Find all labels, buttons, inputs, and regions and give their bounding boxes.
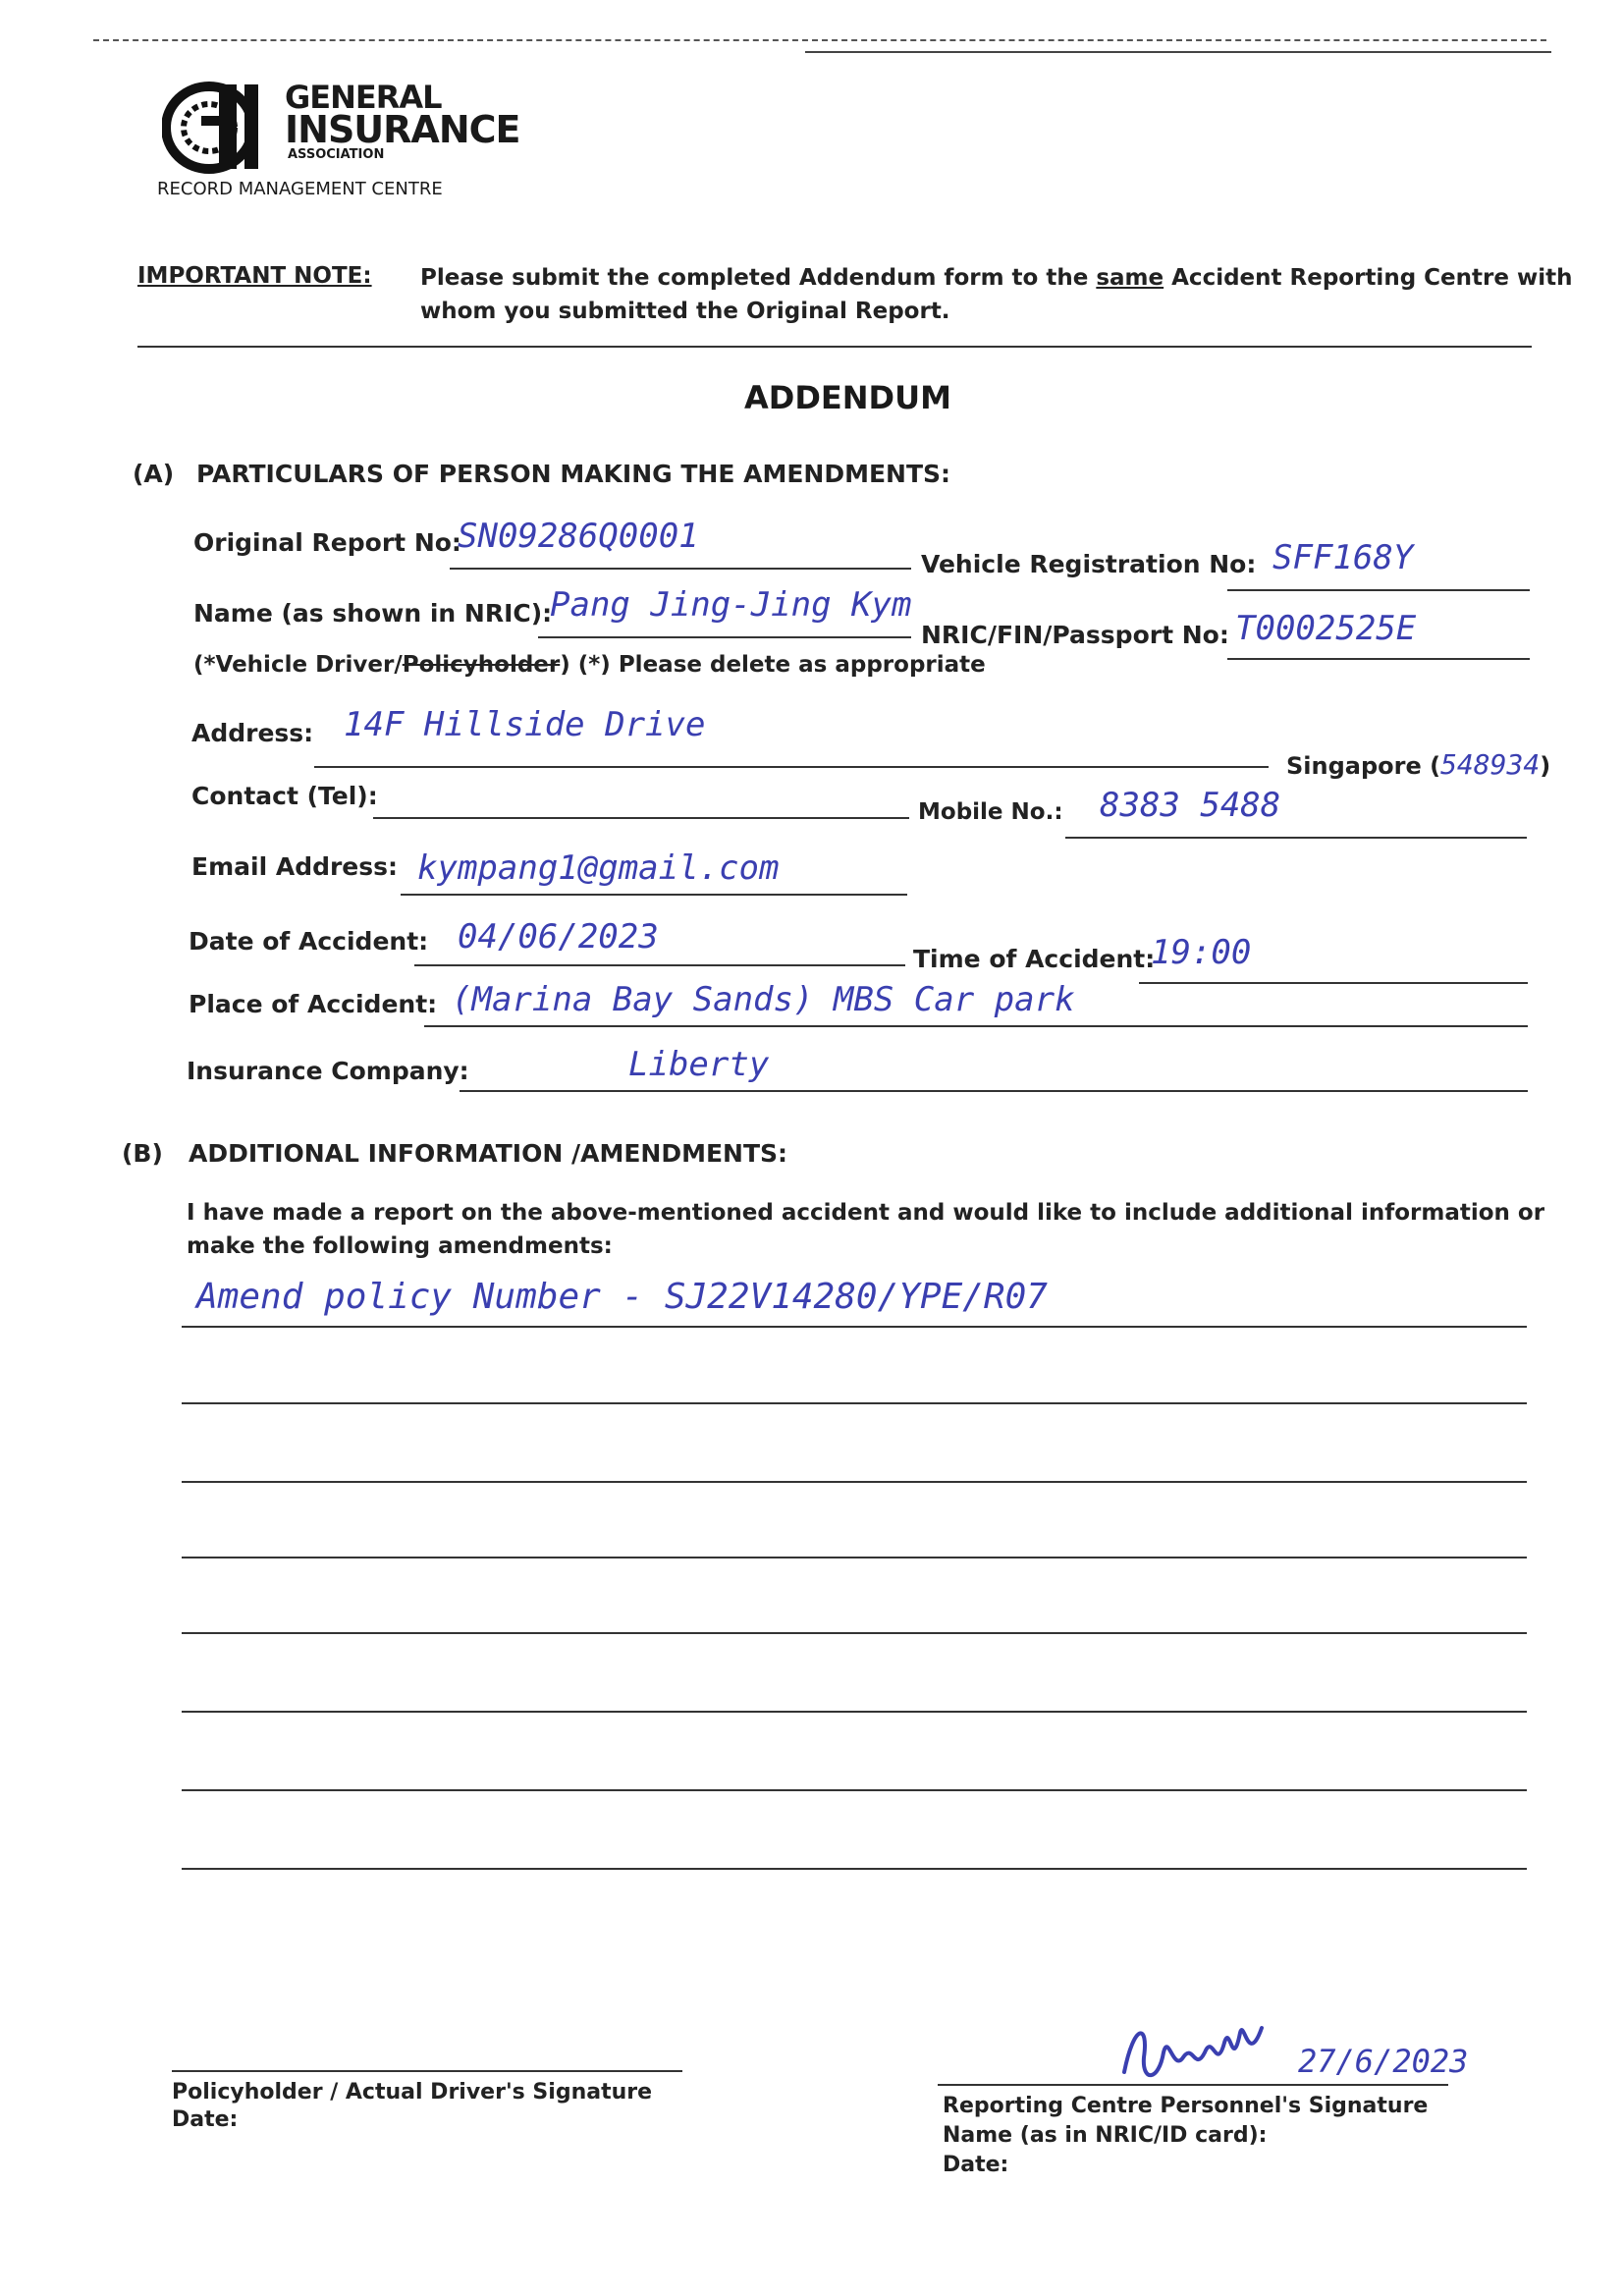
important-note-text	[420, 265, 1572, 291]
singapore-close: )	[1540, 752, 1551, 780]
signature-scribble	[1114, 2013, 1281, 2092]
mobile-value[interactable]: 8383 5488	[1100, 786, 1281, 825]
address-value[interactable]: 14F Hillside Drive	[344, 705, 706, 744]
role-line	[193, 652, 986, 678]
singapore-label: Singapore (	[1286, 752, 1441, 780]
section-a-heading: PARTICULARS OF PERSON MAKING THE AMENDMENTS:	[196, 460, 951, 488]
date-line	[414, 964, 905, 966]
amendment-line-6	[182, 1711, 1527, 1713]
section-b-intro-line1: I have made a report on the above-mentioned accident and would like to include additional information or	[187, 1200, 1545, 1226]
singapore-postal	[1286, 748, 1550, 781]
role-prefix: (*Vehicle Driver/	[193, 652, 403, 678]
right-date-label: Date:	[943, 2153, 1009, 2177]
email-line	[401, 894, 907, 896]
insurer-line	[460, 1090, 1528, 1092]
contact-label: Contact (Tel):	[191, 782, 378, 810]
amendment-line-7	[182, 1789, 1527, 1791]
mobile-line	[1065, 837, 1527, 839]
name-line	[538, 636, 911, 638]
right-signature-label: Reporting Centre Personnel's Signature	[943, 2094, 1429, 2118]
amendment-line-5	[182, 1632, 1527, 1634]
amendment-line-1	[182, 1326, 1527, 1328]
name-value[interactable]: Pang Jing-Jing Kym	[550, 585, 912, 625]
amendment-line-8	[182, 1868, 1527, 1870]
org-name-line1: GENERAL	[285, 79, 442, 116]
right-signature-line	[938, 2084, 1448, 2086]
section-b-marker: (B)	[122, 1139, 163, 1168]
amendment-line-3	[182, 1481, 1527, 1483]
vehicle-reg-value[interactable]: SFF168Y	[1272, 538, 1414, 577]
note-text-pre: Please submit the completed Addendum form to the	[420, 265, 1097, 291]
time-value[interactable]: 19:00	[1151, 933, 1252, 972]
mobile-label: Mobile No.:	[918, 799, 1063, 825]
nric-line	[1227, 658, 1530, 660]
address-line	[314, 766, 1269, 768]
contact-line	[373, 817, 909, 819]
important-note-label: IMPORTANT NOTE:	[137, 263, 372, 289]
section-b-intro-line2: make the following amendments:	[187, 1233, 613, 1259]
amendment-text[interactable]: Amend policy Number - SJ22V14280/YPE/R07	[196, 1277, 1048, 1317]
insurer-label: Insurance Company:	[187, 1057, 469, 1085]
insurer-value[interactable]: Liberty	[628, 1045, 770, 1084]
vehicle-reg-label: Vehicle Registration No:	[921, 550, 1257, 578]
note-divider	[137, 346, 1532, 348]
gia-logo-icon	[162, 77, 278, 175]
date-value[interactable]: 04/06/2023	[458, 917, 659, 957]
role-struck: Policyholder	[402, 652, 561, 678]
left-signature-line	[172, 2070, 682, 2072]
org-name-line2: INSURANCE	[285, 108, 520, 151]
postal-code-value[interactable]: 548934	[1440, 748, 1541, 781]
note-text-same: same	[1096, 265, 1164, 291]
nric-value[interactable]: T0002525E	[1235, 609, 1417, 648]
role-suffix: ) (*) Please delete as appropriate	[560, 652, 986, 678]
name-label: Name (as shown in NRIC):	[193, 599, 553, 628]
scan-edge-line	[93, 39, 1546, 41]
original-report-value[interactable]: SN09286Q0001	[458, 517, 699, 556]
email-value[interactable]: kympang1@gmail.com	[417, 848, 780, 888]
place-value[interactable]: (Marina Bay Sands) MBS Car park	[452, 980, 1075, 1019]
email-label: Email Address:	[191, 852, 399, 881]
address-label: Address:	[191, 719, 314, 747]
vehicle-reg-line	[1227, 589, 1530, 591]
amendment-line-4	[182, 1557, 1527, 1558]
original-report-label: Original Report No:	[193, 528, 461, 557]
left-date-label: Date:	[172, 2107, 239, 2132]
section-a-marker: (A)	[133, 460, 175, 488]
scan-edge-line-2	[805, 51, 1551, 53]
section-b-heading: ADDITIONAL INFORMATION /AMENDMENTS:	[189, 1139, 788, 1168]
org-name-line3: ASSOCIATION	[288, 147, 385, 162]
org-subtitle: RECORD MANAGEMENT CENTRE	[157, 179, 443, 199]
place-label: Place of Accident:	[189, 990, 438, 1018]
nric-label: NRIC/FIN/Passport No:	[921, 621, 1229, 649]
left-signature-label: Policyholder / Actual Driver's Signature	[172, 2080, 653, 2105]
time-label: Time of Accident:	[913, 945, 1156, 973]
time-line	[1139, 982, 1528, 984]
form-title: ADDENDUM	[744, 379, 951, 416]
place-line	[424, 1025, 1528, 1027]
date-label: Date of Accident:	[189, 927, 429, 956]
amendment-line-2	[182, 1402, 1527, 1404]
right-signed-date[interactable]: 27/6/2023	[1298, 2043, 1469, 2080]
important-note-text-line2: whom you submitted the Original Report.	[420, 299, 950, 324]
original-report-line	[450, 568, 911, 570]
note-text-post: Accident Reporting Centre with	[1164, 265, 1573, 291]
right-name-label: Name (as in NRIC/ID card):	[943, 2123, 1268, 2148]
